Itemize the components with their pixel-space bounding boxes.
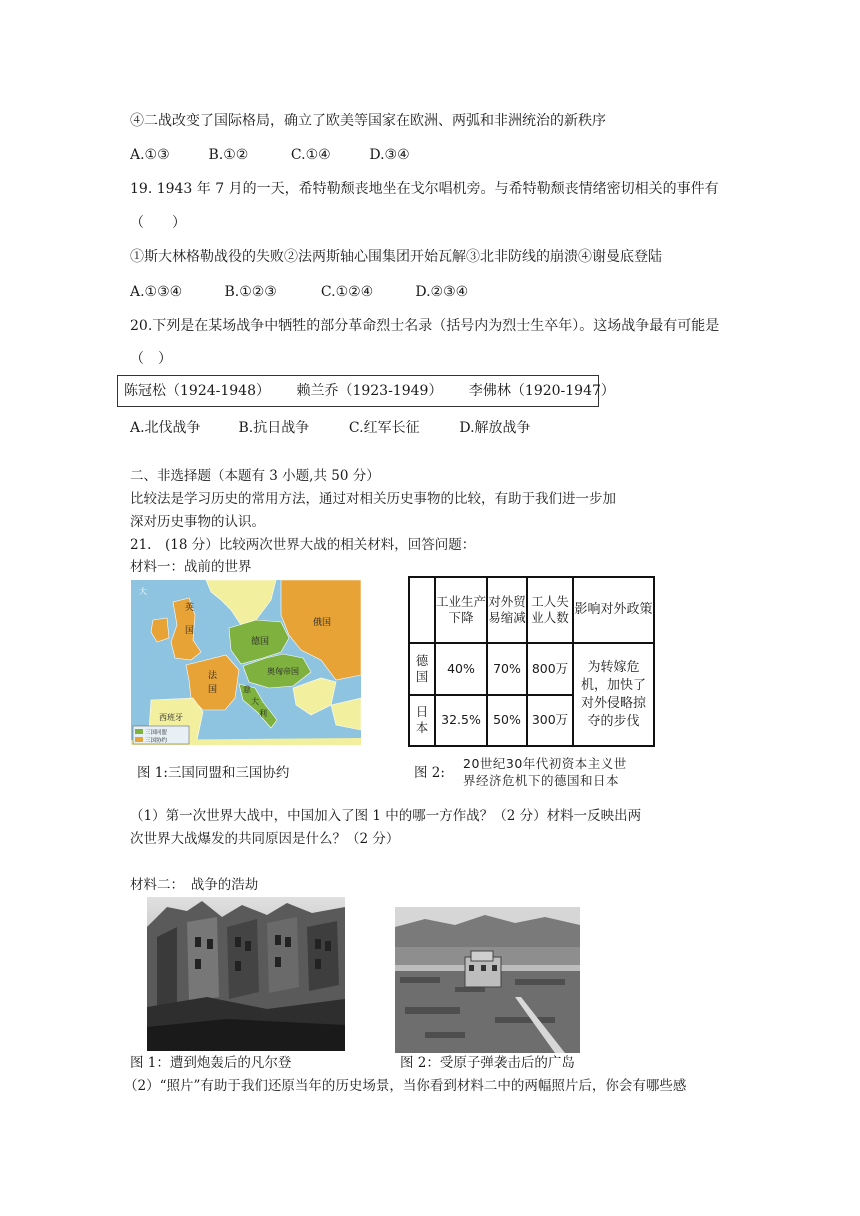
verdun-photo-svg: [147, 897, 345, 1051]
cell-policy: 为转嫁危机，加快了对外侵略掠夺的步伐: [573, 643, 654, 746]
fig2-caption-line1: 20世纪30年代初资本主义世: [463, 756, 627, 771]
photo1-caption: 图 1：遭到炮轰后的凡尔登: [130, 1055, 292, 1071]
col-header-unemployed: 工人失业人数: [527, 577, 573, 643]
q20-option-c[interactable]: C.红军长征: [348, 420, 420, 436]
fig2-label: 图 2:: [414, 765, 445, 781]
fig1-caption: 图 1:三国同盟和三国协约: [137, 765, 290, 781]
section2-intro-line1: 比较法是学习历史的常用方法，通过对相关历史事物的比较，有助于我们进一步加: [130, 491, 616, 507]
map-legend-entente: 三国协约: [145, 738, 168, 744]
map-label-fr-2: 国: [208, 685, 218, 695]
q18-option-d[interactable]: D.③④: [369, 147, 410, 163]
material2-title: 材料二： 战争的浩劫: [130, 877, 259, 893]
martyr-entry: 陈冠松（1924-1948）: [124, 383, 270, 399]
map-label-germany: 德国: [251, 637, 270, 647]
europe-map-svg: [131, 580, 361, 745]
map-legend-alliance: 三国同盟: [145, 730, 168, 736]
martyr-list-box: [117, 375, 615, 407]
cell-unemployed: 300万: [527, 695, 573, 747]
map-label-fr-1: 法: [208, 671, 218, 681]
cell-industry: 32.5%: [435, 695, 487, 747]
q21-stem: 21. (18 分）比较两次世界大战的相关材料，回答问题：: [130, 537, 476, 553]
q20-option-b[interactable]: B.抗日战争: [238, 420, 310, 436]
hiroshima-ruins-photo: [395, 907, 580, 1053]
col-header-policy: 影响对外政策: [573, 577, 654, 643]
q19-option-d[interactable]: D.②③④: [415, 284, 469, 300]
q20-option-a[interactable]: A.北伐战争: [130, 420, 201, 436]
map-label-gb-2: 国: [185, 626, 195, 636]
table-row: [409, 643, 654, 695]
map-label-gb-1: 英: [185, 603, 195, 613]
photo2-caption: 图 2：受原子弹袭击后的广岛: [400, 1055, 575, 1071]
map-label-it-3: 利: [259, 709, 267, 718]
q18-option-b[interactable]: B.①②: [208, 147, 249, 163]
q18-item4: ④二战改变了国际格局，确立了欧美等国家在欧洲、两弧和非洲统治的新秩序: [130, 113, 606, 129]
section2-heading: 二、非选择题（本题有 3 小题,共 50 分）: [130, 468, 380, 484]
q19-option-b[interactable]: B.①②③: [224, 284, 277, 300]
q19-answer-paren: （ ）: [130, 215, 186, 231]
europe-alliance-map: [131, 580, 361, 745]
q20-stem: 20.下列是在某场战争中牺牲的部分革命烈士名录（括号内为烈士生卒年）。这场战争最有可能是: [130, 318, 720, 334]
cell-trade: 50%: [487, 695, 527, 747]
col-header-trade: 对外贸易缩减: [487, 577, 527, 643]
q19-option-c[interactable]: C.①②④: [320, 284, 374, 300]
q18-option-c[interactable]: C.①④: [290, 147, 331, 163]
section2-intro-line2: 深对历史事物的认识。: [130, 514, 265, 530]
map-label-austria: 奥匈帝国: [267, 667, 299, 676]
q21-part1-line2: 次世界大战爆发的共同原因是什么？（2 分）: [130, 831, 400, 847]
martyr-entry: 赖兰乔（1923-1949）: [296, 383, 443, 399]
q19-stem: 19. 1943 年 7 月的一天，希特勒颓丧地坐在戈尔唱机旁。与希特勒颓丧情绪密切相关的事件有: [130, 181, 719, 197]
q19-options: [130, 282, 468, 302]
map-label-it-1: 意: [243, 685, 251, 694]
row-country: 日本: [409, 695, 435, 747]
col-header-industry: 工业生产下降: [435, 577, 487, 643]
cell-unemployed: 800万: [527, 643, 573, 695]
cell-industry: 40%: [435, 643, 487, 695]
map-label-spain: 西班牙: [159, 713, 183, 722]
material1-title: 材料一：战前的世界: [130, 559, 252, 575]
q19-option-a[interactable]: A.①③④: [130, 284, 183, 300]
map-label-russia: 俄国: [313, 618, 332, 628]
q18-options: [130, 145, 410, 165]
q21-part1-line1: （1）第一次世界大战中，中国加入了图 1 中的哪一方作战？（2 分）材料一反映出两: [130, 808, 642, 824]
q19-items: ①斯大林格勒战役的失败②法两斯轴心围集团开始瓦解③北非防线的崩溃④谢曼底登陆: [130, 249, 662, 265]
q20-answer-paren: （ ）: [130, 351, 172, 367]
crisis-stats-table: [408, 576, 655, 747]
table-corner: [409, 577, 435, 643]
map-label-it-2: 大: [251, 697, 259, 706]
hiroshima-photo-svg: [395, 907, 580, 1053]
q18-option-a[interactable]: A.①③: [130, 147, 170, 163]
verdun-ruins-photo: [147, 897, 345, 1051]
fig2-caption-line2: 界经济危机下的德国和日本: [463, 773, 620, 788]
fig2-caption: [463, 755, 627, 789]
row-country: 德国: [409, 643, 435, 695]
q20-options: [130, 418, 531, 438]
cell-trade: 70%: [487, 643, 527, 695]
martyr-entry: 李佛林（1920-1947）: [468, 383, 615, 399]
map-label-sea-1: 大: [139, 587, 147, 596]
q21-part2-line: （2）“照片”有助于我们还原当年的历史场景，当你看到材料二中的两幅照片后，你会有哪些感: [124, 1078, 687, 1094]
q20-option-d[interactable]: D.解放战争: [459, 420, 531, 436]
